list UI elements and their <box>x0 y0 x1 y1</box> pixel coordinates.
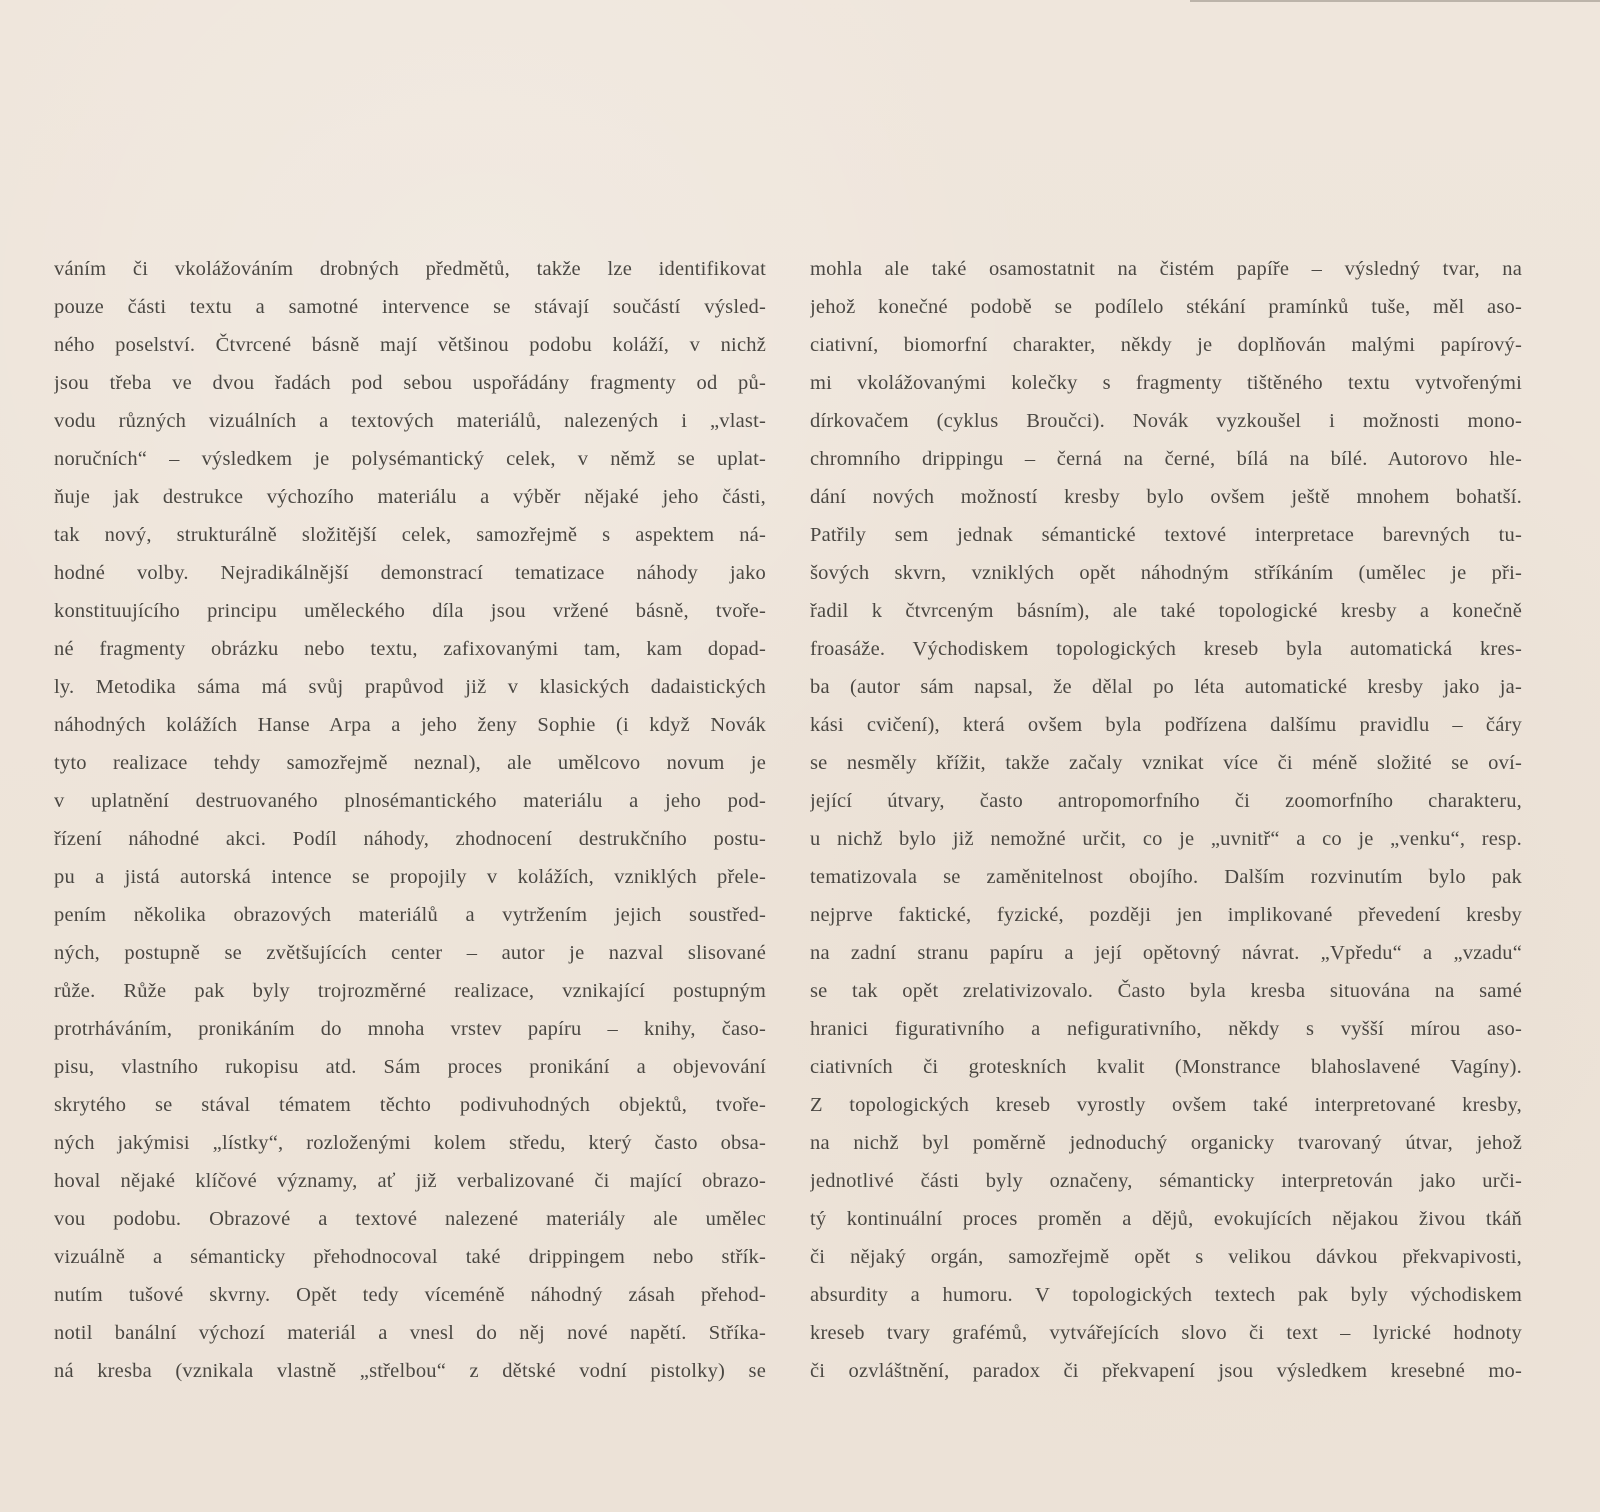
text-line: Z topologických kreseb vyrostly ovšem také interpretované kresby, <box>810 1094 1522 1116</box>
text-line: ného poselství. Čtvrcené básně mají většinou podobu koláží, v nichž <box>54 334 766 356</box>
text-line: vodu různých vizuálních a textových materiálů, nalezených i „vlast- <box>54 410 766 432</box>
text-line: ných jakýmisi „lístky“, rozloženými kolem středu, který často obsa- <box>54 1132 766 1154</box>
text-line: dírkovačem (cyklus Broučci). Novák vyzkoušel i možnosti mono- <box>810 410 1522 432</box>
text-line: jehož konečné podobě se podílelo stékání pramínků tuše, měl aso- <box>810 296 1522 318</box>
text-line: froasáže. Východiskem topologických kreseb byla automatická kres- <box>810 638 1522 660</box>
text-line: chromního drippingu – černá na černé, bílá na bílé. Autorovo hle- <box>810 448 1522 470</box>
text-line: tak nový, strukturálně složitější celek, samozřejmě s aspektem ná- <box>54 524 766 546</box>
text-line: ba (autor sám napsal, že dělal po léta automatické kresby jako ja- <box>810 676 1522 698</box>
text-line: šových skvrn, vzniklých opět náhodným stříkáním (umělec je při- <box>810 562 1522 584</box>
text-line: hodné volby. Nejradikálnější demonstrací tematizace náhody jako <box>54 562 766 584</box>
text-line: mi vkolážovanými kolečky s fragmenty tištěného textu vytvořenými <box>810 372 1522 394</box>
text-line: noručních“ – výsledkem je polysémantický celek, v němž se uplat- <box>54 448 766 470</box>
text-line: nutím tušové skvrny. Opět tedy víceméně náhodný zásah přehod- <box>54 1284 766 1306</box>
text-line: pouze části textu a samotné intervence se stávají součástí výsled- <box>54 296 766 318</box>
text-line: konstituujícího principu uměleckého díla jsou vržené básně, tvoře- <box>54 600 766 622</box>
text-line: protrháváním, pronikáním do mnoha vrstev papíru – knihy, časo- <box>54 1018 766 1040</box>
text-line: ciativních či groteskních kvalit (Monstrance blahoslavené Vagíny). <box>810 1056 1522 1078</box>
text-line: nejprve faktické, fyzické, později jen implikované převedení kresby <box>810 904 1522 926</box>
text-line: tematizovala se zaměnitelnost obojího. Dalším rozvinutím bylo pak <box>810 866 1522 888</box>
text-line: ciativní, biomorfní charakter, někdy je doplňován malými papírový- <box>810 334 1522 356</box>
text-line: notil banální výchozí materiál a vnesl do něj nové napětí. Stříka- <box>54 1322 766 1344</box>
text-line: vou podobu. Obrazové a textové nalezené materiály ale umělec <box>54 1208 766 1230</box>
text-line: kreseb tvary grafémů, vytvářejících slovo či text – lyrické hodnoty <box>810 1322 1522 1344</box>
right-text-column <box>810 250 1522 1390</box>
text-line: pu a jistá autorská intence se propojily v kolážích, vzniklých přele- <box>54 866 766 888</box>
text-line: náhodných kolážích Hanse Arpa a jeho ženy Sophie (i když Novák <box>54 714 766 736</box>
text-line: růže. Růže pak byly trojrozměrné realizace, vznikající postupným <box>54 980 766 1002</box>
text-line: mohla ale také osamostatnit na čistém papíře – výsledný tvar, na <box>810 258 1522 280</box>
text-line: váním či vkolážováním drobných předmětů, takže lze identifikovat <box>54 258 766 280</box>
text-line: se tak opět zrelativizovalo. Často byla kresba situována na samé <box>810 980 1522 1002</box>
text-line: dání nových možností kresby bylo ovšem ještě mnohem bohatší. <box>810 486 1522 508</box>
text-line: kási cvičení), která ovšem byla podřízena dalšímu pravidlu – čáry <box>810 714 1522 736</box>
text-line: skrytého se stával tématem těchto podivuhodných objektů, tvoře- <box>54 1094 766 1116</box>
text-line: v uplatnění destruovaného plnosémantického materiálu a jeho pod- <box>54 790 766 812</box>
text-line: né fragmenty obrázku nebo textu, zafixovanými tam, kam dopad- <box>54 638 766 660</box>
text-line: ňuje jak destrukce výchozího materiálu a výběr nějaké jeho části, <box>54 486 766 508</box>
top-edge-shadow <box>1190 0 1600 2</box>
text-line: či nějaký orgán, samozřejmě opět s velikou dávkou překvapivosti, <box>810 1246 1522 1268</box>
text-line: na nichž byl poměrně jednoduchý organicky tvarovaný útvar, jehož <box>810 1132 1522 1154</box>
text-line: tyto realizace tehdy samozřejmě neznal), ale umělcovo novum je <box>54 752 766 774</box>
text-line: tý kontinuální proces proměn a dějů, evokujících nějakou živou tkáň <box>810 1208 1522 1230</box>
text-line: hranici figurativního a nefigurativního, někdy s vyšší mírou aso- <box>810 1018 1522 1040</box>
text-line: absurdity a humoru. V topologických textech pak byly východiskem <box>810 1284 1522 1306</box>
text-line: pením několika obrazových materiálů a vytržením jejich soustřed- <box>54 904 766 926</box>
text-line: pisu, vlastního rukopisu atd. Sám proces pronikání a objevování <box>54 1056 766 1078</box>
text-line: jednotlivé části byly označeny, sémanticky interpretován jako urči- <box>810 1170 1522 1192</box>
text-line: vizuálně a sémanticky přehodnocoval také drippingem nebo střík- <box>54 1246 766 1268</box>
text-line: hoval nějaké klíčové významy, ať již verbalizované či mající obrazo- <box>54 1170 766 1192</box>
text-line: ná kresba (vznikala vlastně „střelbou“ z dětské vodní pistolky) se <box>54 1360 766 1382</box>
text-line: u nichž bylo již nemožné určit, co je „uvnitř“ a co je „venku“, resp. <box>810 828 1522 850</box>
text-line: ly. Metodika sáma má svůj prapůvod již v klasických dadaistických <box>54 676 766 698</box>
text-line: se nesměly křížit, takže začaly vznikat více či méně složité se oví- <box>810 752 1522 774</box>
text-line: Patřily sem jednak sémantické textové interpretace barevných tu- <box>810 524 1522 546</box>
text-line: řadil k čtvrceným básním), ale také topologické kresby a konečně <box>810 600 1522 622</box>
text-line: či ozvláštnění, paradox či překvapení jsou výsledkem kresebné mo- <box>810 1360 1522 1382</box>
left-text-column <box>54 250 766 1390</box>
text-line: řízení náhodné akci. Podíl náhody, zhodnocení destrukčního postu- <box>54 828 766 850</box>
text-line: ných, postupně se zvětšujících center – autor je nazval slisované <box>54 942 766 964</box>
text-line: jející útvary, často antropomorfního či zoomorfního charakteru, <box>810 790 1522 812</box>
text-line: jsou třeba ve dvou řadách pod sebou uspořádány fragmenty od pů- <box>54 372 766 394</box>
text-line: na zadní stranu papíru a její opětovný návrat. „Vpředu“ a „vzadu“ <box>810 942 1522 964</box>
